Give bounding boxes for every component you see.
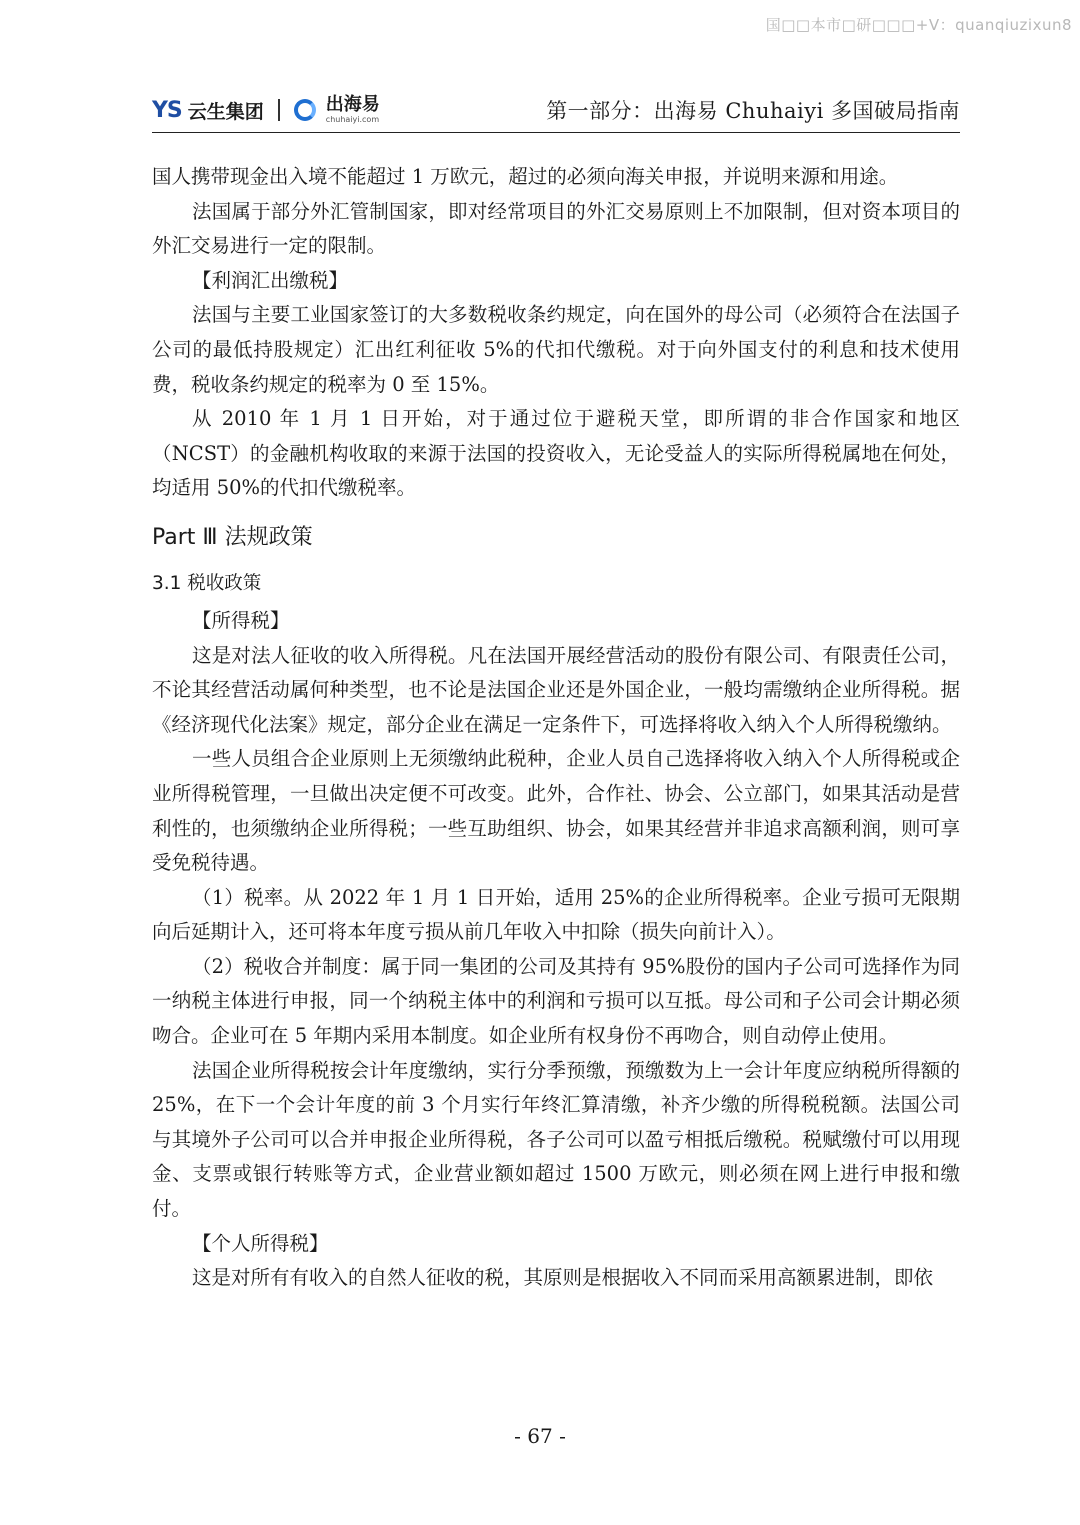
chuhaiyi-logo-url: chuhaiyi.com <box>325 115 380 124</box>
paragraph: 从 2010 年 1 月 1 日开始，对于通过位于避税天堂，即所谓的非合作国家和地区（NCST）的金融机构收取的来源于法国的投资收入，无论受益人的实际所得税属地在何处，均适用 50%的代扣代缴税率。 <box>152 407 960 500</box>
section-label-income: 【所得税】 <box>192 608 290 632</box>
chuhaiyi-logo <box>326 96 380 124</box>
page-number: - 67 - <box>514 1424 566 1448</box>
section-label-profit: 【利润汇出缴税】 <box>192 268 349 292</box>
document-body <box>152 160 960 1296</box>
paragraph: （1）税率。从 2022 年 1 月 1 日开始，适用 25%的企业所得税率。企业亏损可无限期向后延期计入，还可将本年度亏损从前几年收入中扣除（损失向前计入）。 <box>152 885 960 944</box>
chuhaiyi-logo-icon <box>294 99 316 121</box>
ys-logo-text: 云生集团 <box>187 100 264 123</box>
logo-divider <box>278 99 280 121</box>
paragraph: 这是对法人征收的收入所得税。凡在法国开展经营活动的股份有限公司、有限责任公司，不论其经营活动属何种类型，也不论是法国企业还是外国企业，一般均需缴纳企业所得税。据《经济现代化法案》规定，部分企业在满足一定条件下，可选择将收入纳入个人所得税缴纳。 <box>152 643 960 736</box>
logo-group <box>152 96 380 124</box>
paragraph: 一些人员组合企业原则上无须缴纳此税种，企业人员自己选择将收入纳入个人所得税或企业所得税管理，一旦做出决定便不可改变。此外，合作社、协会、公立部门，如果其活动是营利性的，也须缴纳企业所得税；一些互助组织、协会，如果其经营并非追求高额利润，则可享受免税待遇。 <box>152 747 960 875</box>
section-label-personal: 【个人所得税】 <box>192 1231 329 1255</box>
paragraph: 法国与主要工业国家签订的大多数税收条约规定，向在国外的母公司（必须符合在法国子公司的最低持股规定）汇出红利征收 5%的代扣代缴税。对于向外国支付的利息和技术使用费，税收条约规定的税率为 0 至 15%。 <box>152 303 960 396</box>
sub-heading: 3.1 税收政策 <box>152 572 262 594</box>
part-heading: Part Ⅲ 法规政策 <box>152 524 313 550</box>
paragraph: 这是对所有有收入的自然人征收的税，其原则是根据收入不同而采用高额累进制，即依 <box>192 1266 934 1290</box>
paragraph: 法国企业所得税按会计年度缴纳，实行分季预缴，预缴数为上一会计年度应纳税所得额的 25%，在下一个会计年度的前 3 个月实行年终汇算清缴，补齐少缴的所得税税额。法国公司与其境外子公司可以合并申报企业所得税，各子公司可以盈亏相抵后缴税。税赋缴付可以用现金、支票或银行转账等方式，企业营业额如超过 1500 万欧元，则必须在网上进行申报和缴付。 <box>152 1058 960 1221</box>
chuhaiyi-logo-text: 出海易 <box>325 94 380 115</box>
header-title: 第一部分：出海易 Chuhaiyi 多国破局指南 <box>546 99 960 123</box>
page-header <box>152 88 960 133</box>
paragraph: 国人携带现金出入境不能超过 1 万欧元，超过的必须向海关申报，并说明来源和用途。 <box>152 165 899 188</box>
paragraph: （2）税收合并制度：属于同一集团的公司及其持有 95%股份的国内子公司可选择作为同一纳税主体进行申报，同一个纳税主体中的利润和亏损可以互抵。母公司和子公司会计期必须吻合。企业可在 5 年期内采用本制度。如企业所有权身份不再吻合，则自动停止使用。 <box>152 954 960 1048</box>
watermark-text: 国□□本市□研□□□+V：quanqiuzixun8 <box>765 16 1072 34</box>
ys-logo: YS <box>152 97 182 123</box>
paragraph: 法国属于部分外汇管制国家，即对经常项目的外汇交易原则上不加限制，但对资本项目的外汇交易进行一定的限制。 <box>152 199 960 258</box>
